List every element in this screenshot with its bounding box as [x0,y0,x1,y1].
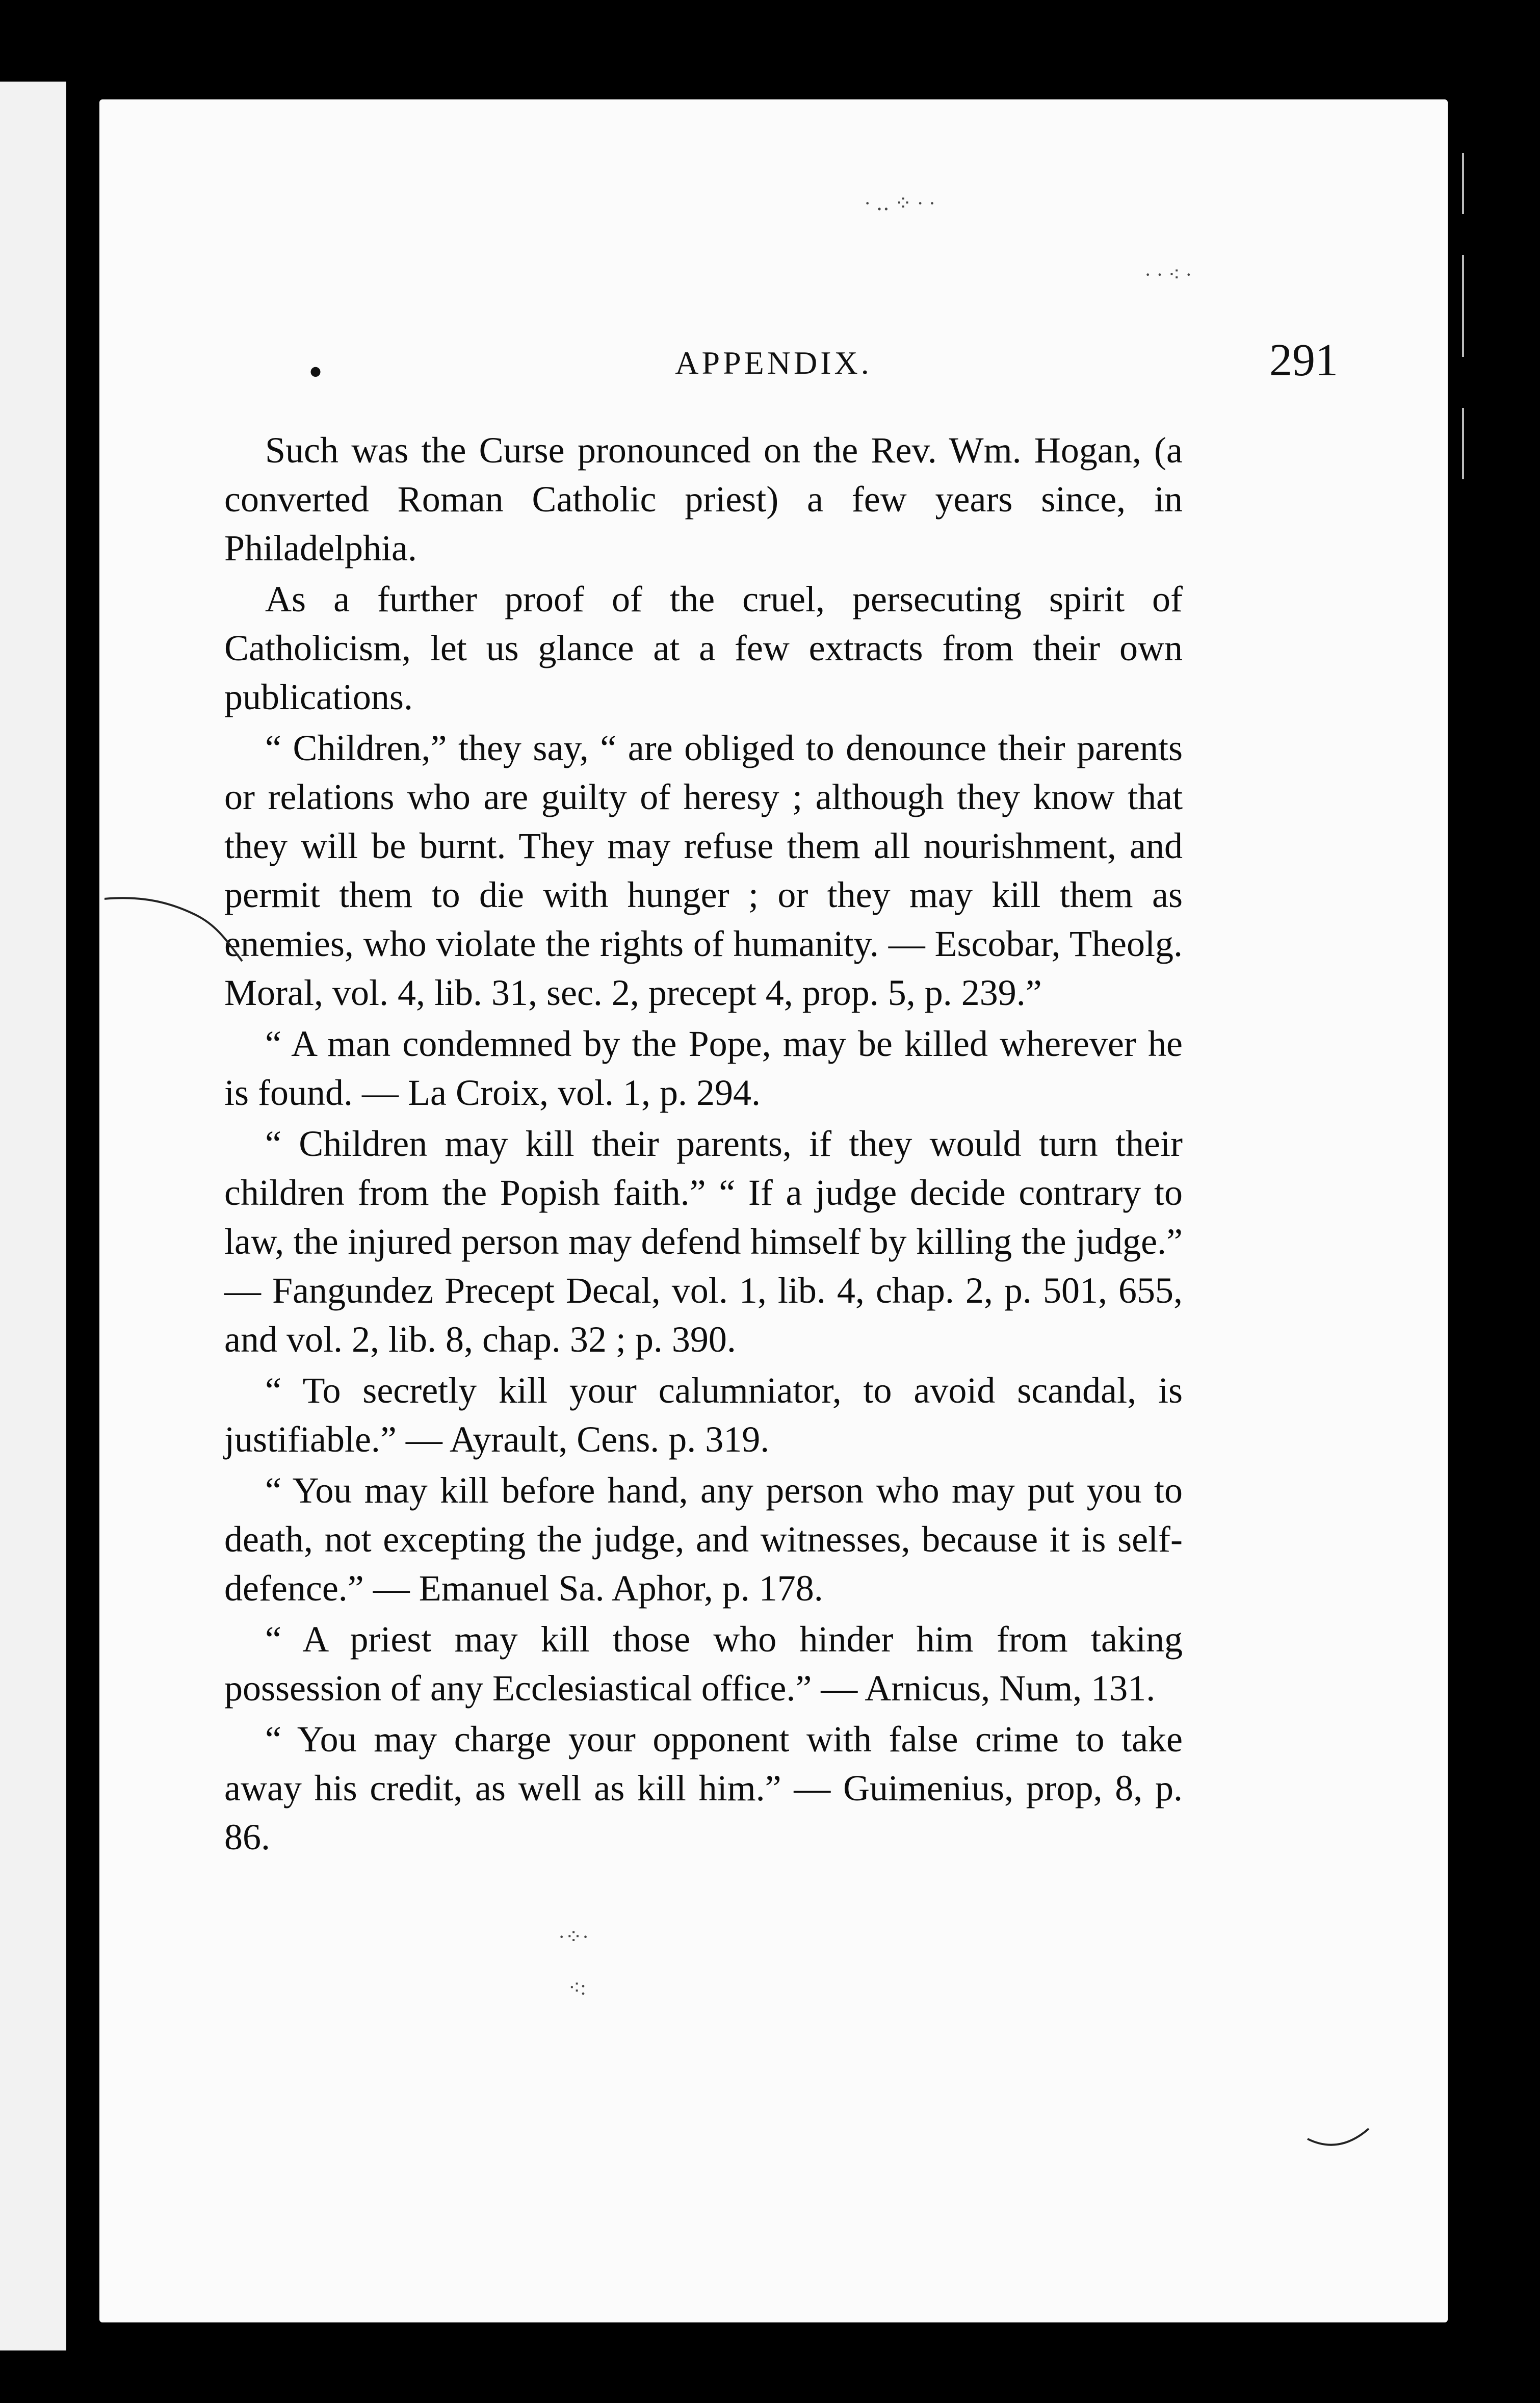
running-header [99,335,1448,405]
scan-speck: ⁖: [568,1976,586,1999]
paragraph: “ To secretly kill your calumniator, to avoid scandal, is justifiable.” — Ayrault, Cens. p. 319. [224,1370,1183,1460]
paragraph: “ Children may kill their parents, if they would turn their children from the Popish faith.” “ If a judge decide contrary to law, the injured person may defend himself by killing the judge.” — Fangundez Precept Decal, vol. 1, lib. 4, chap. 2, p. 501, 655, and vol. 2, lib. 8, chap. 32 ; p. 390. [224,1123,1183,1360]
paragraph: “ A priest may kill those who hinder him from taking possession of any Ecclesiastical office.” — Arnicus, Num, 131. [224,1619,1183,1709]
scan-right-edge [1458,153,1468,510]
body-text [224,426,1183,1864]
paragraph: As a further proof of the cruel, persecuting spirit of Catholicism, let us glance at a few extracts from their own publications. [224,579,1183,717]
scan-speck: · · ⁖ · [1144,263,1192,286]
scan-speck: ·⁘· [558,1925,589,1948]
scan-speck: · ‥ ⁘ · · [864,192,936,215]
paragraph: Such was the Curse pronounced on the Rev. Wm. Hogan, (a converted Roman Catholic priest) a few years since, in Philadelphia. [224,430,1183,569]
book-page [99,99,1448,2322]
paragraph: “ A man condemned by the Pope, may be killed wherever he is found. — La Croix, vol. 1, p. 294. [224,1023,1183,1113]
running-head-title: APPENDIX. [675,345,872,381]
header-dot: • [308,350,323,395]
scan-left-shadow [66,82,92,2350]
scan-left-edge [0,82,66,2350]
paragraph: “ You may kill before hand, any person who may put you to death, not excepting the judge, and witnesses, because it is self-defence.” — Emanuel Sa. Aphor, p. 178. [224,1470,1183,1609]
pencil-mark [1302,2118,1379,2159]
paragraph: “ You may charge your opponent with false crime to take away his credit, as well as kill him.” — Guimenius, prop, 8, p. 86. [224,1719,1183,1857]
pencil-mark [105,885,288,966]
page-number: 291 [1269,335,1338,385]
paragraph: “ Children,” they say, “ are obliged to denounce their parents or relations who are guilty of heresy ; although they know that they will be burnt. They may refuse them all nourishment, and permit them to die with hunger ; or they may kill them as enemies, who violate the rights of humanity. — Escobar, Theolg. Moral, vol. 4, lib. 31, sec. 2, precept 4, prop. 5, p. 239.” [224,728,1183,1013]
